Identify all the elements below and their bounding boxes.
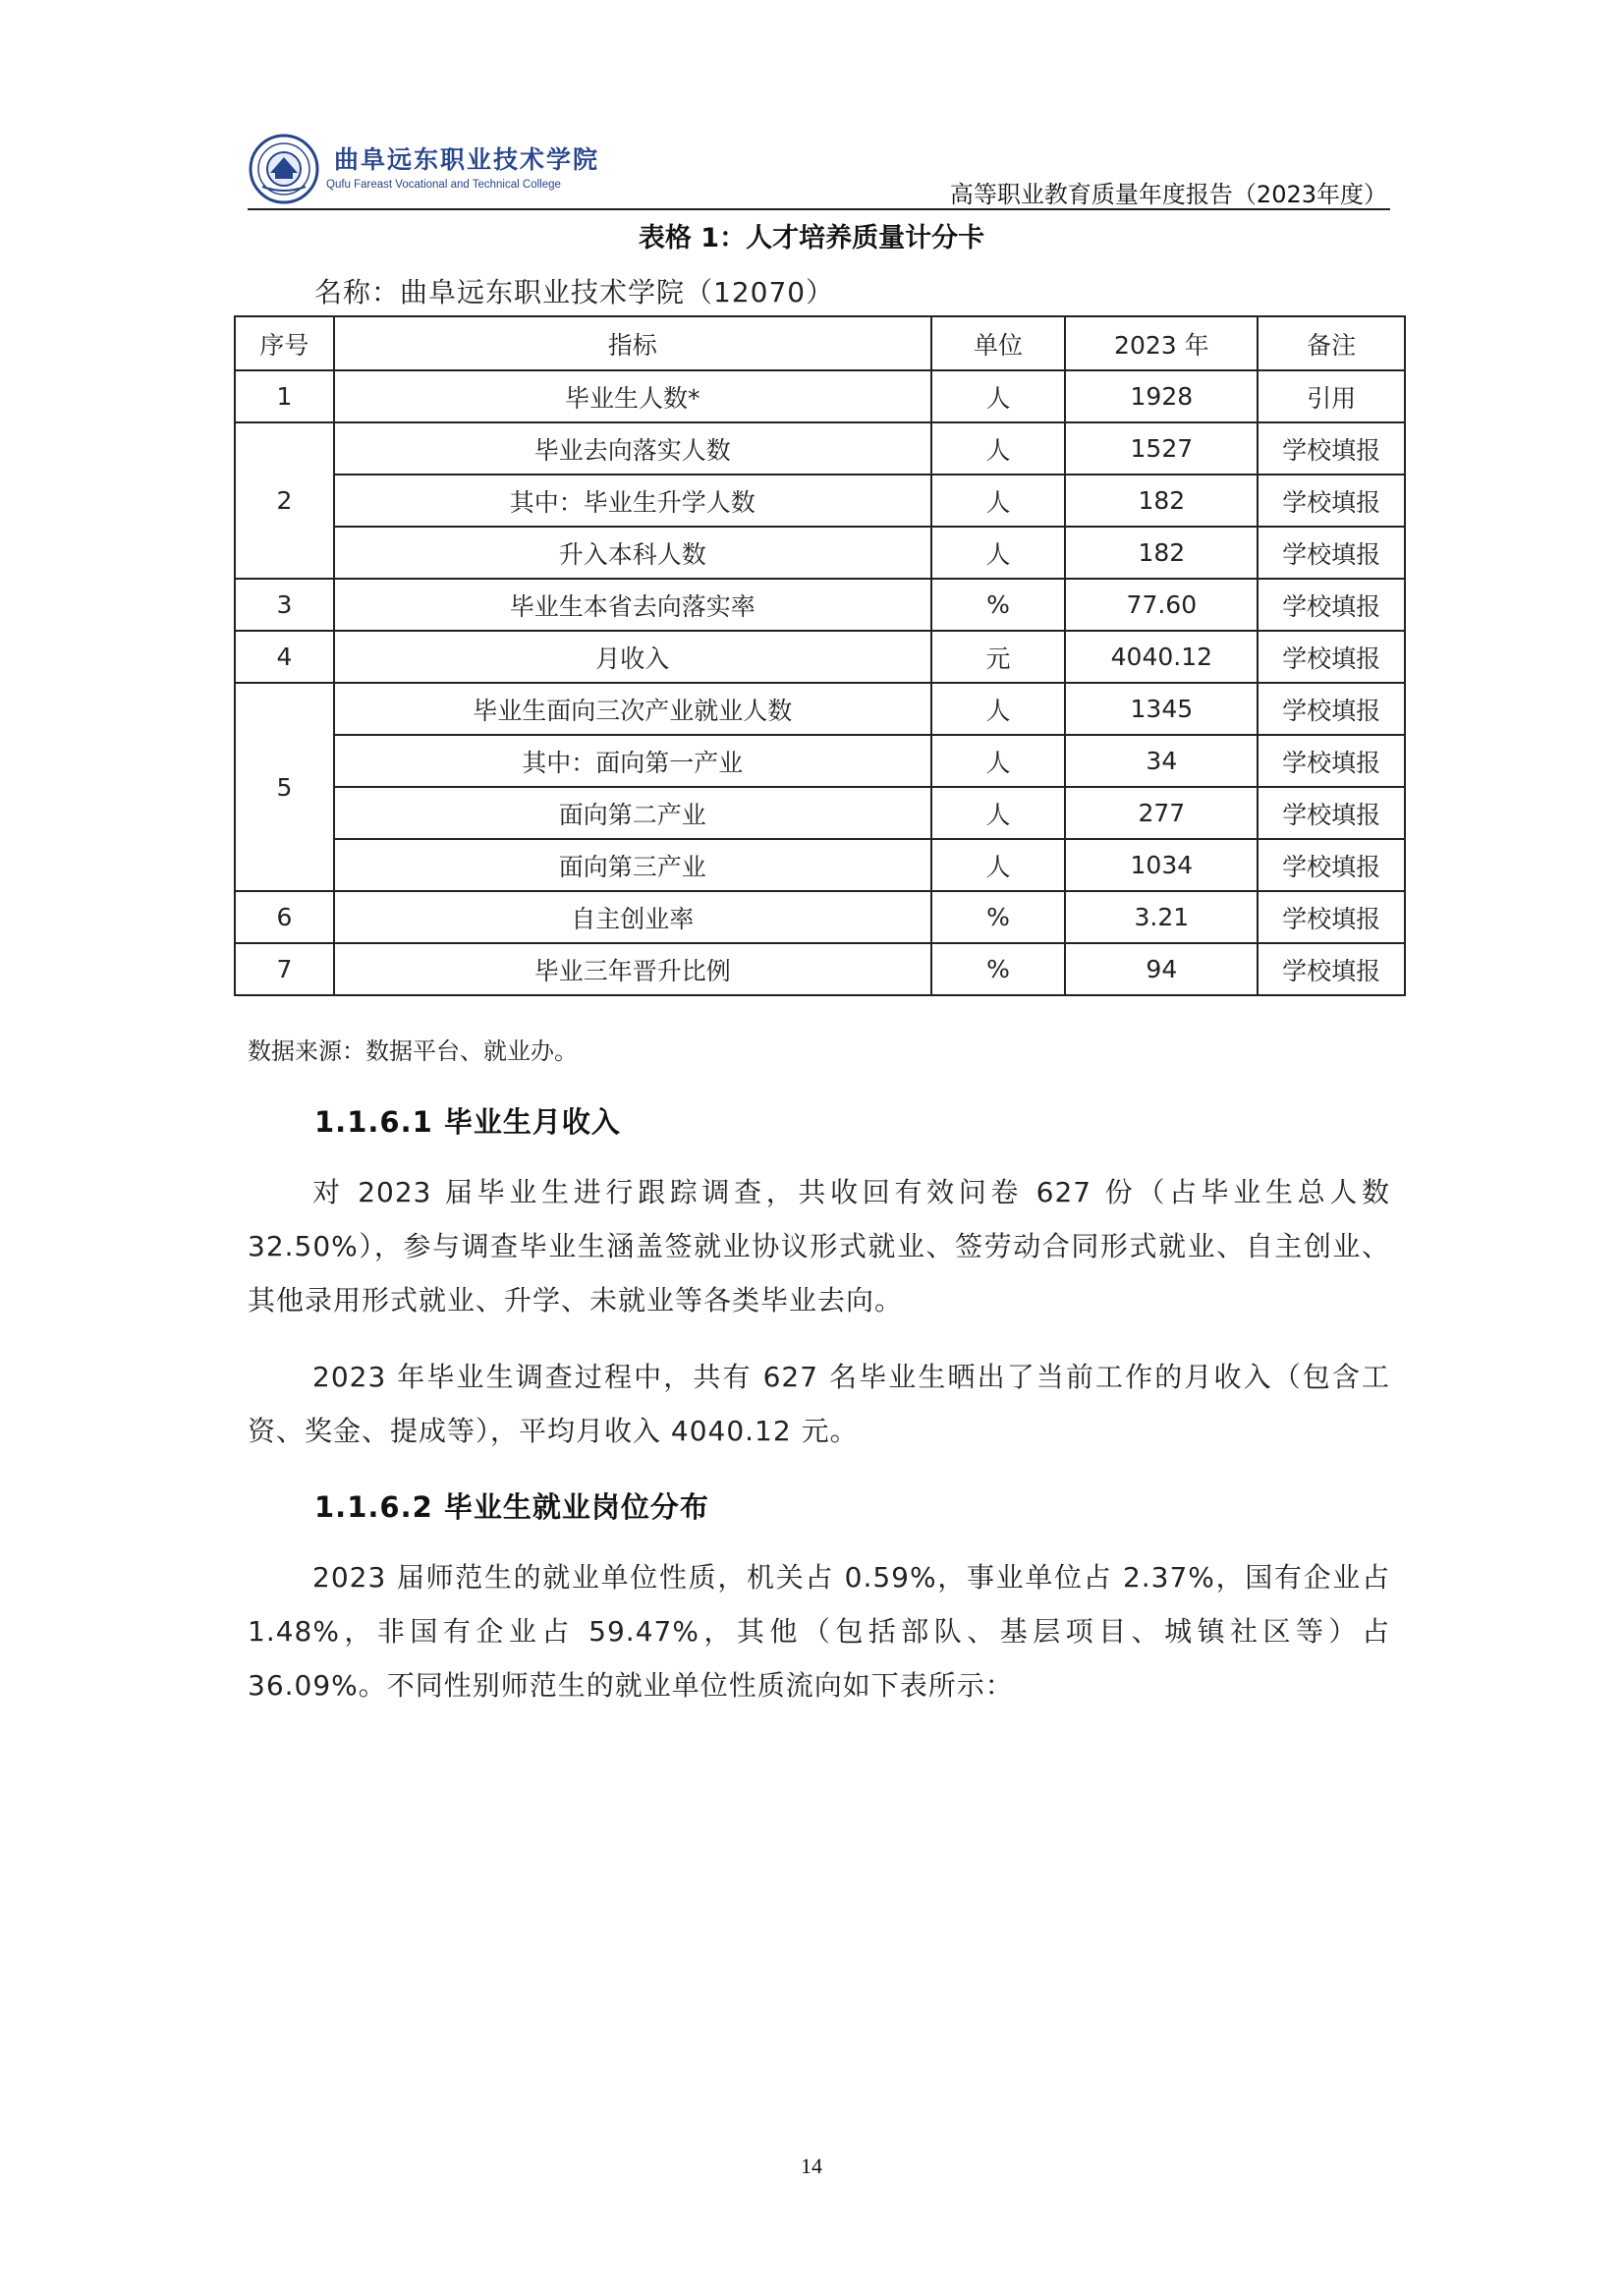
column-header: 2023 年: [1065, 316, 1258, 370]
report-title: 高等职业教育质量年度报告（2023年度）: [949, 181, 1387, 208]
value-cell: 94: [1065, 943, 1258, 995]
table-row: [235, 579, 1405, 631]
table-row: [235, 527, 1405, 579]
header-divider: [248, 208, 1390, 210]
value-cell: 277: [1065, 787, 1258, 839]
paragraph: 2023 届师范生的就业单位性质，机关占 0.59%，事业单位占 2.37%，国有企业占 1.48%，非国有企业占 59.47%，其他（包括部队、基层项目、城镇社区等）占 36.09%。不同性别师范生的就业单位性质流向如下表所示：: [248, 1561, 1390, 1702]
column-header: 指标: [334, 316, 931, 370]
college-emblem-icon: [249, 134, 319, 204]
unit-cell: 人: [931, 735, 1066, 787]
note-cell: 学校填报: [1258, 839, 1405, 891]
value-cell: 1034: [1065, 839, 1258, 891]
college-name-cn: 曲阜远东职业技术学院: [334, 145, 600, 174]
value-cell: 34: [1065, 735, 1258, 787]
row-number: 1: [235, 370, 334, 422]
org-name: 名称：曲阜远东职业技术学院（12070）: [314, 276, 835, 308]
indicator-cell: 自主创业率: [334, 891, 931, 943]
indicator-cell: 毕业生本省去向落实率: [334, 579, 931, 631]
table-row: [235, 891, 1405, 943]
row-number: 2: [235, 422, 334, 579]
unit-cell: 人: [931, 683, 1066, 735]
column-header: 单位: [931, 316, 1066, 370]
table-row: [235, 943, 1405, 995]
scorecard-table: [234, 315, 1406, 996]
indicator-cell: 其中：面向第一产业: [334, 735, 931, 787]
table-row: [235, 475, 1405, 527]
indicator-cell: 面向第三产业: [334, 839, 931, 891]
row-number: 3: [235, 579, 334, 631]
value-cell: 3.21: [1065, 891, 1258, 943]
indicator-cell: 面向第二产业: [334, 787, 931, 839]
unit-cell: 人: [931, 422, 1066, 475]
note-cell: 学校填报: [1258, 422, 1405, 475]
column-header: 序号: [235, 316, 334, 370]
note-cell: 学校填报: [1258, 579, 1405, 631]
table-row: [235, 370, 1405, 422]
paragraph: 2023 年毕业生调查过程中，共有 627 名毕业生晒出了当前工作的月收入（包含工资、奖金、提成等），平均月收入 4040.12 元。: [248, 1361, 1390, 1447]
table-row: [235, 422, 1405, 475]
note-cell: 学校填报: [1258, 527, 1405, 579]
unit-cell: 人: [931, 370, 1066, 422]
indicator-cell: 其中：毕业生升学人数: [334, 475, 931, 527]
note-cell: 学校填报: [1258, 891, 1405, 943]
college-name-en: Qufu Fareast Vocational and Technical College: [326, 179, 561, 191]
indicator-cell: 毕业三年晋升比例: [334, 943, 931, 995]
table-row: [235, 735, 1405, 787]
indicator-cell: 毕业生面向三次产业就业人数: [334, 683, 931, 735]
note-cell: 学校填报: [1258, 683, 1405, 735]
note-cell: 学校填报: [1258, 943, 1405, 995]
value-cell: 182: [1065, 527, 1258, 579]
indicator-cell: 毕业去向落实人数: [334, 422, 931, 475]
indicator-cell: 毕业生人数*: [334, 370, 931, 422]
section-heading-job-distribution: 1.1.6.2 毕业生就业岗位分布: [314, 1490, 709, 1524]
value-cell: 77.60: [1065, 579, 1258, 631]
indicator-cell: 升入本科人数: [334, 527, 931, 579]
unit-cell: 人: [931, 527, 1066, 579]
value-cell: 1345: [1065, 683, 1258, 735]
table-header-row: [235, 316, 1405, 370]
data-source-note: 数据来源：数据平台、就业办。: [248, 1037, 578, 1065]
unit-cell: 元: [931, 631, 1066, 683]
value-cell: 182: [1065, 475, 1258, 527]
row-number: 6: [235, 891, 334, 943]
row-number: 4: [235, 631, 334, 683]
unit-cell: 人: [931, 475, 1066, 527]
unit-cell: 人: [931, 839, 1066, 891]
table-row: [235, 787, 1405, 839]
value-cell: 1928: [1065, 370, 1258, 422]
column-header: 备注: [1258, 316, 1405, 370]
table-row: [235, 631, 1405, 683]
section-heading-monthly-income: 1.1.6.1 毕业生月收入: [314, 1105, 621, 1139]
unit-cell: %: [931, 943, 1066, 995]
value-cell: 1527: [1065, 422, 1258, 475]
paragraph: 对 2023 届毕业生进行跟踪调查，共收回有效问卷 627 份（占毕业生总人数 32.50%），参与调查毕业生涵盖签就业协议形式就业、签劳动合同形式就业、自主创业、其他录用形式就业、升学、未就业等各类毕业去向。: [248, 1176, 1390, 1316]
note-cell: 学校填报: [1258, 735, 1405, 787]
value-cell: 4040.12: [1065, 631, 1258, 683]
table-caption: 表格 1：人才培养质量计分卡: [638, 223, 985, 253]
unit-cell: 人: [931, 787, 1066, 839]
note-cell: 学校填报: [1258, 631, 1405, 683]
note-cell: 学校填报: [1258, 787, 1405, 839]
note-cell: 学校填报: [1258, 475, 1405, 527]
note-cell: 引用: [1258, 370, 1405, 422]
indicator-cell: 月收入: [334, 631, 931, 683]
unit-cell: %: [931, 891, 1066, 943]
table-row: [235, 683, 1405, 735]
page-number: 14: [801, 2154, 822, 2178]
row-number: 5: [235, 683, 334, 891]
table-row: [235, 839, 1405, 891]
row-number: 7: [235, 943, 334, 995]
unit-cell: %: [931, 579, 1066, 631]
